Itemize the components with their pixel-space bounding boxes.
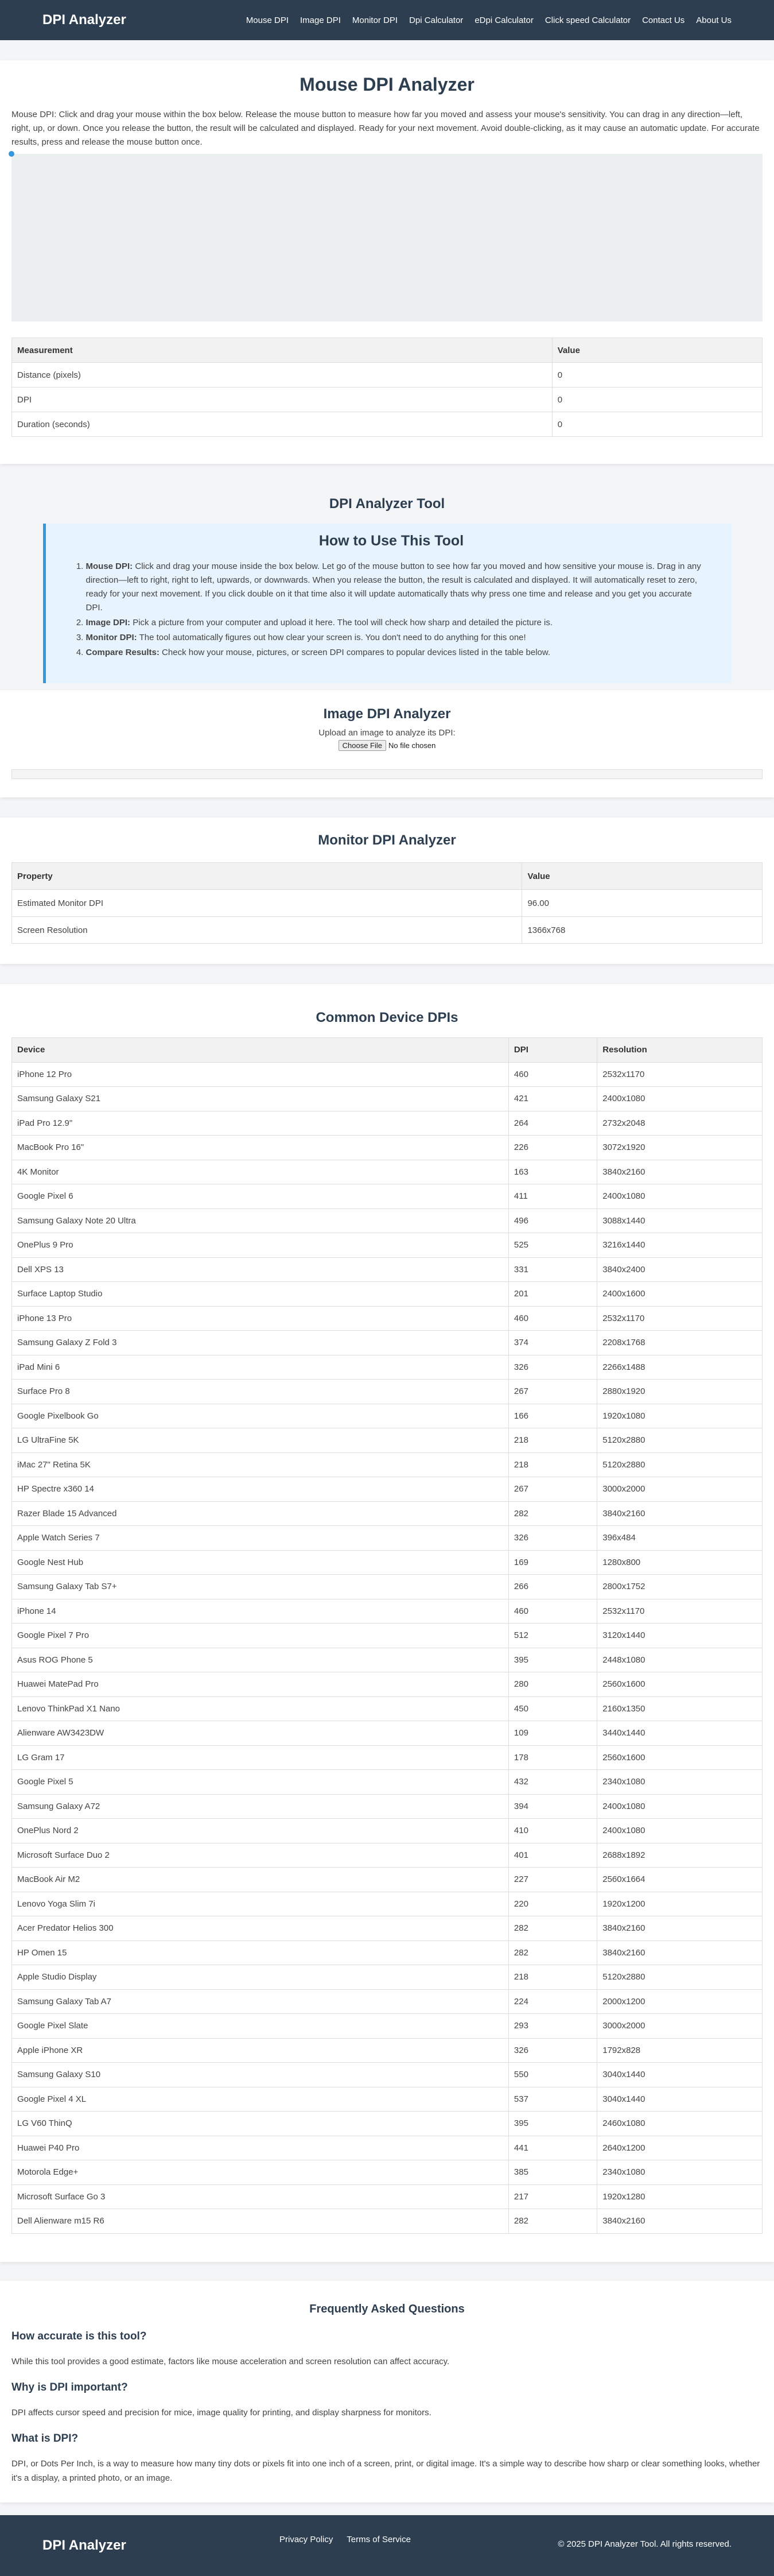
table-row (12, 1428, 763, 1453)
table-row (12, 1160, 763, 1184)
table-cell: 3120x1440 (597, 1624, 763, 1648)
column-header-value: Value (522, 863, 763, 890)
table-cell: 3840x2160 (597, 2209, 763, 2234)
table-cell: 0 (552, 412, 762, 437)
table-cell: Google Nest Hub (12, 1550, 509, 1575)
column-header-resolution: Resolution (597, 1038, 763, 1063)
step-text: Click and drag your mouse inside the box below. Let go of the mouse button to see how far you moved and how sensitive your mouse is. Drag in any direction—left to right, right to left, upwards, or downwards. When you release the button, the result is calculated and displayed. It will automatically reset to zero, ready for your next movement. If you click double on it that time also it will update automatically thats why press one time and release and you get you accurate DPI. (85, 561, 701, 613)
table-row (12, 363, 763, 388)
table-cell: Google Pixel 5 (12, 1770, 509, 1795)
table-cell: 460 (508, 1062, 597, 1087)
table-cell: 220 (508, 1892, 597, 1916)
table-cell: Apple Studio Display (12, 1965, 509, 1990)
table-cell: 2532x1170 (597, 1306, 763, 1331)
table-row (12, 1306, 763, 1331)
footer-links (279, 2535, 422, 2544)
table-cell: 385 (508, 2160, 597, 2185)
table-cell: 2460x1080 (597, 2112, 763, 2136)
table-cell: 4K Monitor (12, 1160, 509, 1184)
how-to-step (86, 560, 709, 615)
table-row (12, 1599, 763, 1624)
table-cell: 218 (508, 1428, 597, 1453)
table-row (12, 1965, 763, 1990)
table-row (12, 1940, 763, 1965)
table-cell: 441 (508, 2136, 597, 2160)
dpi-tool-section (0, 473, 774, 690)
table-cell: 411 (508, 1184, 597, 1209)
step-text: Check how your mouse, pictures, or screen DPI compares to popular devices listed in the table below. (162, 648, 551, 657)
table-cell: Microsoft Surface Go 3 (12, 2184, 509, 2209)
table-row (12, 1624, 763, 1648)
table-row (12, 917, 763, 944)
table-cell: 267 (508, 1477, 597, 1502)
table-cell: 3840x2160 (597, 1940, 763, 1965)
table-row (12, 1892, 763, 1916)
table-cell: Samsung Galaxy Tab A7 (12, 1989, 509, 2014)
nav-link-dpi-calculator[interactable]: Dpi Calculator (409, 15, 464, 25)
table-cell: 331 (508, 1257, 597, 1282)
table-cell: 217 (508, 2184, 597, 2209)
faq-question: Why is DPI important? (11, 2381, 128, 2393)
table-cell: 2800x1752 (597, 1575, 763, 1599)
table-header-row (12, 1038, 763, 1063)
table-cell: MacBook Air M2 (12, 1868, 509, 1892)
choose-file-button[interactable]: Choose File (339, 740, 386, 751)
table-cell: 512 (508, 1624, 597, 1648)
table-cell: Acer Predator Helios 300 (12, 1916, 509, 1941)
table-cell: 3040x1440 (597, 2063, 763, 2087)
nav-link-edpi-calculator[interactable]: eDpi Calculator (474, 15, 534, 25)
table-cell: 3040x1440 (597, 2087, 763, 2112)
table-row (12, 1843, 763, 1868)
table-cell: 2266x1488 (597, 1355, 763, 1380)
table-cell: 227 (508, 1868, 597, 1892)
faq-title: Frequently Asked Questions (309, 2303, 465, 2315)
table-cell: 3840x2160 (597, 1501, 763, 1526)
table-cell: 326 (508, 1526, 597, 1551)
table-cell: Dell XPS 13 (12, 1257, 509, 1282)
table-row (12, 1550, 763, 1575)
table-cell: Surface Pro 8 (12, 1380, 509, 1404)
table-cell: 267 (508, 1380, 597, 1404)
terms-of-service-link[interactable]: Terms of Service (347, 2535, 411, 2544)
how-to-steps (75, 560, 709, 660)
table-cell: 2640x1200 (597, 2136, 763, 2160)
table-cell: 1920x1200 (597, 1892, 763, 1916)
table-cell: 2400x1080 (597, 1184, 763, 1209)
table-cell: iPad Pro 12.9" (12, 1111, 509, 1136)
table-cell: 450 (508, 1696, 597, 1721)
dpi-tool-title: DPI Analyzer Tool (329, 496, 445, 512)
table-row (12, 1745, 763, 1770)
table-cell: 5120x2880 (597, 1452, 763, 1477)
faq-answer: DPI affects cursor speed and precision for mice, image quality for printing, and display sharpness for monitors. (11, 2408, 431, 2418)
table-cell: 401 (508, 1843, 597, 1868)
table-header-row (12, 863, 763, 890)
table-cell: iPhone 12 Pro (12, 1062, 509, 1087)
table-cell: HP Spectre x360 14 (12, 1477, 509, 1502)
table-cell: LG Gram 17 (12, 1745, 509, 1770)
table-cell: iPhone 14 (12, 1599, 509, 1624)
footer-brand: DPI Analyzer (42, 2538, 126, 2553)
table-row (12, 1916, 763, 1941)
table-cell: Apple iPhone XR (12, 2038, 509, 2063)
table-cell: Google Pixel 7 Pro (12, 1624, 509, 1648)
table-cell: Estimated Monitor DPI (12, 890, 522, 917)
table-row (12, 1233, 763, 1258)
how-to-step (86, 646, 709, 660)
table-cell: 2880x1920 (597, 1380, 763, 1404)
table-cell: Samsung Galaxy Note 20 Ultra (12, 1208, 509, 1233)
table-row (12, 2184, 763, 2209)
table-cell: 2400x1600 (597, 1282, 763, 1307)
table-cell: 224 (508, 1989, 597, 2014)
mouse-dpi-instructions: Mouse DPI: Click and drag your mouse within the box below. Release the mouse button to measure how far you moved and assess your mouse's sensitivity. You can drag in any direction—left, right, up, or down. Once you release the button, the result will be calculated and displayed. Ready for your next movement. Avoid double-clicking, as it may cause an automatic update. For accurate results, press and release the mouse button once. (11, 110, 760, 147)
nav-link-click-speed-calculator[interactable]: Click speed Calculator (544, 15, 631, 25)
table-cell: 2400x1080 (597, 1087, 763, 1111)
table-cell: 201 (508, 1282, 597, 1307)
table-row (12, 2160, 763, 2185)
table-cell: 3088x1440 (597, 1208, 763, 1233)
table-cell: 3440x1440 (597, 1721, 763, 1746)
table-row (12, 1062, 763, 1087)
table-cell: Google Pixel 6 (12, 1184, 509, 1209)
table-cell: 1280x800 (597, 1550, 763, 1575)
table-cell: Samsung Galaxy Tab S7+ (12, 1575, 509, 1599)
mouse-results-table (11, 338, 763, 437)
brand-logo[interactable]: DPI Analyzer (42, 12, 126, 28)
table-cell: 226 (508, 1136, 597, 1160)
table-row (12, 890, 763, 917)
table-cell: Huawei P40 Pro (12, 2136, 509, 2160)
monitor-results-table (11, 862, 763, 944)
table-cell: 1920x1080 (597, 1404, 763, 1428)
step-label: Mouse DPI: (85, 561, 133, 571)
column-header-device: Device (12, 1038, 509, 1063)
table-cell: Huawei MatePad Pro (12, 1672, 509, 1697)
table-cell: 460 (508, 1306, 597, 1331)
table-cell: iPad Mini 6 (12, 1355, 509, 1380)
nav-link-about-us[interactable]: About Us (696, 15, 732, 25)
step-label: Image DPI: (85, 618, 131, 627)
column-header-value: Value (552, 338, 762, 363)
table-cell: 421 (508, 1087, 597, 1111)
copyright-text: © 2025 DPI Analyzer Tool. All rights reserved. (558, 2539, 732, 2549)
table-cell: 3000x2000 (597, 1477, 763, 1502)
table-cell: Screen Resolution (12, 917, 522, 944)
column-header-dpi: DPI (508, 1038, 597, 1063)
table-cell: 2160x1350 (597, 1696, 763, 1721)
table-cell: 2560x1600 (597, 1745, 763, 1770)
image-upload-label: Upload an image to analyze its DPI: (318, 728, 456, 738)
table-cell: Asus ROG Phone 5 (12, 1648, 509, 1672)
column-header-measurement: Measurement (12, 338, 553, 363)
column-header-property: Property (12, 863, 522, 890)
table-row (12, 1282, 763, 1307)
step-label: Monitor DPI: (85, 633, 137, 642)
table-cell: 282 (508, 1940, 597, 1965)
how-to-use-box (43, 524, 732, 683)
table-cell: 326 (508, 2038, 597, 2063)
table-row (12, 2136, 763, 2160)
table-cell: 2208x1768 (597, 1331, 763, 1355)
table-cell: 2448x1080 (597, 1648, 763, 1672)
table-cell: iMac 27" Retina 5K (12, 1452, 509, 1477)
table-cell: Google Pixel 4 XL (12, 2087, 509, 2112)
table-cell: Google Pixel Slate (12, 2014, 509, 2039)
step-label: Compare Results: (85, 648, 160, 657)
table-row (12, 1794, 763, 1819)
table-row (12, 2087, 763, 2112)
privacy-policy-link[interactable]: Privacy Policy (279, 2535, 333, 2544)
table-row (12, 1868, 763, 1892)
table-row (12, 1380, 763, 1404)
table-cell: 2400x1080 (597, 1794, 763, 1819)
table-cell: 96.00 (522, 890, 763, 917)
table-cell: Distance (pixels) (12, 363, 553, 388)
table-row (12, 1696, 763, 1721)
step-text: The tool automatically figures out how clear your screen is. You don't need to do anything for this one! (139, 633, 526, 642)
table-cell: Surface Laptop Studio (12, 1282, 509, 1307)
table-cell: Google Pixelbook Go (12, 1404, 509, 1428)
table-row (12, 1672, 763, 1697)
table-cell: Dell Alienware m15 R6 (12, 2209, 509, 2234)
table-cell: 2000x1200 (597, 1989, 763, 2014)
table-cell: Samsung Galaxy A72 (12, 1794, 509, 1819)
how-to-step (86, 631, 709, 645)
table-cell: 1366x768 (522, 917, 763, 944)
table-cell: Microsoft Surface Duo 2 (12, 1843, 509, 1868)
table-row (12, 1257, 763, 1282)
table-cell: Apple Watch Series 7 (12, 1526, 509, 1551)
monitor-dpi-title: Monitor DPI Analyzer (318, 832, 456, 848)
table-cell: 525 (508, 1233, 597, 1258)
table-row (12, 1526, 763, 1551)
table-cell: 537 (508, 2087, 597, 2112)
table-row (12, 1136, 763, 1160)
table-cell: 3840x2160 (597, 1160, 763, 1184)
table-cell: Samsung Galaxy S10 (12, 2063, 509, 2087)
table-cell: 109 (508, 1721, 597, 1746)
table-cell: 3216x1440 (597, 1233, 763, 1258)
table-cell: MacBook Pro 16" (12, 1136, 509, 1160)
table-cell: 178 (508, 1745, 597, 1770)
table-row (12, 1331, 763, 1355)
table-cell: Lenovo Yoga Slim 7i (12, 1892, 509, 1916)
table-row (12, 1721, 763, 1746)
faq-answer: While this tool provides a good estimate, factors like mouse acceleration and screen resolution can affect accuracy. (11, 2357, 450, 2366)
table-cell: 394 (508, 1794, 597, 1819)
table-cell: 0 (552, 363, 762, 388)
table-cell: 218 (508, 1965, 597, 1990)
table-cell: 264 (508, 1111, 597, 1136)
table-cell: 396x484 (597, 1526, 763, 1551)
nav-link-image-dpi[interactable]: Image DPI (300, 15, 341, 25)
file-input (0, 740, 774, 751)
table-row (12, 1477, 763, 1502)
table-cell: 282 (508, 2209, 597, 2234)
mouse-dpi-section (0, 60, 774, 464)
table-cell: 460 (508, 1599, 597, 1624)
table-cell: iPhone 13 Pro (12, 1306, 509, 1331)
faq-question: How accurate is this tool? (11, 2330, 147, 2342)
faq-question: What is DPI? (11, 2432, 79, 2445)
nav-link-monitor-dpi[interactable]: Monitor DPI (352, 15, 398, 25)
device-dpis-table (11, 1037, 763, 2234)
table-row (12, 1355, 763, 1380)
table-cell: 218 (508, 1452, 597, 1477)
table-cell: 282 (508, 1916, 597, 1941)
table-row (12, 1404, 763, 1428)
table-cell: OnePlus 9 Pro (12, 1233, 509, 1258)
image-dpi-title: Image DPI Analyzer (323, 706, 451, 722)
table-cell: 5120x2880 (597, 1428, 763, 1453)
nav-link-contact-us[interactable]: Contact Us (642, 15, 685, 25)
table-cell: 326 (508, 1355, 597, 1380)
table-cell: Razer Blade 15 Advanced (12, 1501, 509, 1526)
table-cell: 395 (508, 2112, 597, 2136)
table-row (12, 1208, 763, 1233)
table-cell: 3072x1920 (597, 1136, 763, 1160)
table-row (12, 1648, 763, 1672)
table-cell: Motorola Edge+ (12, 2160, 509, 2185)
table-cell: 496 (508, 1208, 597, 1233)
table-row (12, 1501, 763, 1526)
table-cell: 2400x1080 (597, 1819, 763, 1843)
step-text: Pick a picture from your computer and upload it here. The tool will check how sharp and detailed the picture is. (133, 618, 553, 627)
table-row (12, 1111, 763, 1136)
table-cell: 3840x2160 (597, 1916, 763, 1941)
table-cell: 2532x1170 (597, 1599, 763, 1624)
table-row (12, 2209, 763, 2234)
table-cell: 2560x1664 (597, 1868, 763, 1892)
faq-section (0, 2281, 774, 2503)
table-cell: 2560x1600 (597, 1672, 763, 1697)
file-status: No file chosen (388, 741, 436, 750)
table-cell: LG UltraFine 5K (12, 1428, 509, 1453)
table-cell: Duration (seconds) (12, 412, 553, 437)
table-cell: 293 (508, 2014, 597, 2039)
image-dpi-section (0, 690, 774, 797)
table-row (12, 2014, 763, 2039)
table-row (12, 388, 763, 412)
table-cell: 432 (508, 1770, 597, 1795)
table-cell: 550 (508, 2063, 597, 2087)
table-header-row (12, 338, 763, 363)
table-cell: 2340x1080 (597, 2160, 763, 2185)
table-cell: 2532x1170 (597, 1062, 763, 1087)
table-cell: 374 (508, 1331, 597, 1355)
monitor-dpi-section (0, 818, 774, 964)
table-row (12, 2038, 763, 2063)
device-dpis-section (0, 984, 774, 2262)
table-row (12, 1819, 763, 1843)
table-row (12, 1575, 763, 1599)
table-cell: 1792x828 (597, 2038, 763, 2063)
table-cell: Samsung Galaxy Z Fold 3 (12, 1331, 509, 1355)
table-cell: OnePlus Nord 2 (12, 1819, 509, 1843)
nav-links (235, 16, 732, 25)
how-to-step (86, 616, 709, 630)
faq-answer: DPI, or Dots Per Inch, is a way to measure how many tiny dots or pixels fit into one inch of a screen, print, or digital image. It's a simple way to describe how sharp or clear something looks, whether it's a display, a printed photo, or an image. (11, 2459, 760, 2483)
table-row (12, 1184, 763, 1209)
table-cell: 5120x2880 (597, 1965, 763, 1990)
top-navbar (0, 0, 774, 40)
table-cell: 3840x2400 (597, 1257, 763, 1282)
table-cell: 2732x2048 (597, 1111, 763, 1136)
mouse-tracking-area[interactable] (11, 154, 763, 321)
table-cell: Lenovo ThinkPad X1 Nano (12, 1696, 509, 1721)
table-row (12, 1770, 763, 1795)
device-dpis-title: Common Device DPIs (316, 1010, 458, 1025)
table-row (12, 1989, 763, 2014)
table-cell: 169 (508, 1550, 597, 1575)
table-cell: 166 (508, 1404, 597, 1428)
table-cell: Alienware AW3423DW (12, 1721, 509, 1746)
table-row (12, 412, 763, 437)
mouse-dpi-title: Mouse DPI Analyzer (300, 74, 474, 95)
footer (0, 2515, 774, 2576)
table-cell: 1920x1280 (597, 2184, 763, 2209)
table-cell: 282 (508, 1501, 597, 1526)
cursor-dot (9, 151, 14, 157)
table-cell: HP Omen 15 (12, 1940, 509, 1965)
image-result-area (11, 769, 763, 779)
table-row (12, 1087, 763, 1111)
table-row (12, 1452, 763, 1477)
table-cell: 0 (552, 388, 762, 412)
nav-link-mouse-dpi[interactable]: Mouse DPI (246, 15, 289, 25)
table-cell: 3000x2000 (597, 2014, 763, 2039)
table-cell: 280 (508, 1672, 597, 1697)
table-cell: 2688x1892 (597, 1843, 763, 1868)
table-cell: 266 (508, 1575, 597, 1599)
table-row (12, 2063, 763, 2087)
table-cell: LG V60 ThinQ (12, 2112, 509, 2136)
table-cell: 163 (508, 1160, 597, 1184)
table-cell: 410 (508, 1819, 597, 1843)
table-cell: DPI (12, 388, 553, 412)
table-cell: 395 (508, 1648, 597, 1672)
table-cell: Samsung Galaxy S21 (12, 1087, 509, 1111)
table-row (12, 2112, 763, 2136)
table-cell: 2340x1080 (597, 1770, 763, 1795)
how-to-use-title: How to Use This Tool (318, 533, 464, 549)
